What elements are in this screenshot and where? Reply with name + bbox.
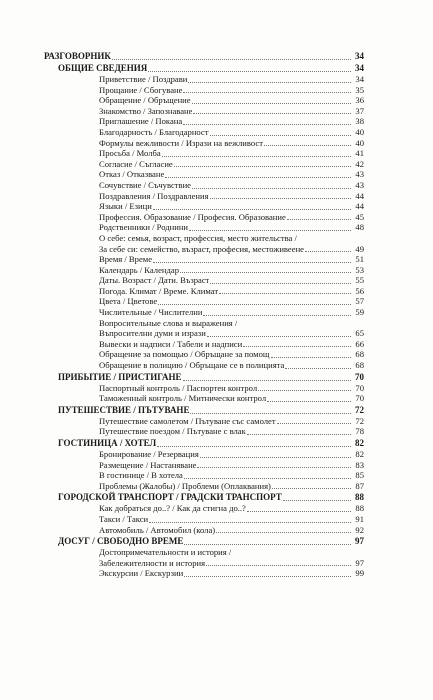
toc-page-number: 91 [355,513,364,524]
toc-entry [44,296,364,307]
dot-leader [216,531,351,533]
toc-entry-title: ГОРОДСКОЙ ТРАНСПОРТ / ГРАДСКИ ТРАНСПОРТ [58,492,282,503]
toc-entry [44,159,364,170]
toc-page-number: 56 [355,285,364,296]
toc-entry [44,191,364,202]
dot-leader [153,208,351,210]
toc-entry-title: Формулы вежливости / Изрази на вежливост [99,137,263,148]
toc-entry-title: Знакомство / Запознаване [99,105,193,116]
dot-leader [188,81,351,83]
toc-entry [44,95,364,106]
toc-entry-title: Даты. Возраст / Дати. Възраст [99,275,210,286]
dot-leader [200,456,351,458]
toc-entry-title: Экскурсии / Екскурзии [99,568,184,579]
dot-leader [210,282,351,284]
toc-page-number: 88 [355,492,364,503]
toc-page-number: 40 [355,126,364,137]
toc-page-number: 34 [355,51,364,61]
toc-entry [44,514,364,525]
dot-leader [112,58,351,60]
toc-page-number: 59 [355,307,364,318]
toc-entry-title: Обращение в полицию / Обръщане се в полицията [99,360,285,371]
toc-entry-title: Числительные / Числителни [99,307,203,318]
toc-entry-title: За себе си: семейство, възраст, професия, местоживеене [99,243,304,254]
toc-page-number: 97 [355,557,364,568]
toc-entry-title: РАЗГОВОРНИК [44,51,111,61]
dot-leader [190,412,351,414]
toc-page-number: 70 [355,393,364,404]
dot-leader [192,102,351,104]
dot-leader [247,510,351,512]
dot-leader [184,543,351,545]
dot-leader [158,303,351,305]
toc-entry [44,503,364,514]
dot-leader [210,197,351,199]
dot-leader [272,487,351,489]
toc-entry-title: Обращение / Обръщение [99,95,191,106]
dot-leader [193,112,351,114]
toc-entry-title: Приветствие / Поздрави [99,74,188,84]
toc-entry [44,265,364,276]
toc-entry [44,233,364,244]
toc-page-number: 92 [355,524,364,535]
toc-entry [44,244,364,255]
toc-entry [44,383,364,394]
dot-leader [197,466,351,468]
dot-leader [285,367,351,369]
toc-entry [44,449,364,460]
dot-leader [183,91,351,93]
toc-section [44,491,364,503]
toc-page-number: 45 [355,211,364,222]
toc-entry-title: Время / Време [99,254,153,265]
toc-entry-title: Согласие / Съгласие [99,158,173,169]
toc-entry [44,460,364,471]
toc-entry-title: Вопросительные слова и выражения / [99,317,238,328]
toc-page-number: 82 [355,449,364,459]
toc-entry-title: В гостинице / В хотела [99,470,183,481]
toc-entry-title: Таможенный контроль / Митнически контрол [99,393,267,404]
toc-entry [44,481,364,492]
toc-page-number: 44 [355,190,364,201]
dot-leader [206,564,351,566]
toc-entry-title: Профессия. Образование / Професия. Образование [99,211,286,222]
toc-entry-title: Календарь / Календар [99,264,179,275]
toc-page-number: 82 [355,438,364,448]
dot-leader [174,165,351,167]
toc-entry [44,470,364,481]
toc-entry [44,275,364,286]
toc-page-number: 78 [355,426,364,437]
toc-entry-title: ОБЩИЕ СВЕДЕНИЯ [58,63,148,73]
toc-entry [44,339,364,350]
toc-entry-title: ПРИБЫТИЕ / ПРИСТИГАНЕ [58,371,182,382]
toc-entry [44,169,364,180]
toc-page-number: 55 [355,275,364,286]
toc-entry [44,318,364,329]
toc-entry [44,525,364,536]
toc-entry-title: Погода. Климат / Време. Климат [99,285,219,296]
toc-entry [44,116,364,127]
toc-page-number: 34 [355,63,364,73]
toc-entry-title: Въпросителни думи и изрази [99,328,206,339]
toc-entry-title: Автомобиль / Автомобил (кола) [99,524,216,535]
toc-page-number: 49 [355,243,364,254]
dot-leader [305,250,351,252]
toc-entry-title: Поздравления / Поздравления [99,190,209,201]
toc-entry-title: Как добраться до..? / Как да стигна до..? [99,503,246,514]
toc-entry-title: Путешествие самолетом / Пътуване със самолет [99,415,276,426]
toc-section [44,437,364,449]
toc-entry [44,547,364,558]
toc-page-number: 66 [355,338,364,349]
toc-entry [44,127,364,138]
dot-leader [184,477,351,479]
toc-page-number: 37 [355,105,364,116]
toc-section [44,535,364,547]
toc-entry [44,254,364,265]
toc-section [44,404,364,416]
dot-leader [287,218,351,220]
toc-entry-title: Цвета / Цветове [99,296,158,307]
toc-page-number: 68 [355,349,364,360]
toc-entry-title: Языки / Езици [99,201,152,212]
toc-entry [44,212,364,223]
dot-leader [153,261,351,263]
toc-entry [44,201,364,212]
dot-leader [264,144,351,146]
toc-section [44,50,364,62]
dot-leader [183,123,351,125]
toc-entry-title: Бронирование / Резервация [99,449,199,459]
dot-leader [267,400,351,402]
dot-leader [247,433,351,435]
toc-entry [44,85,364,96]
toc-page-number: 44 [355,201,364,212]
toc-entry-title: О себе: семья, возраст, профессия, место жительства / [99,232,297,243]
toc-page-number: 36 [355,95,364,106]
toc-page-number: 99 [355,568,364,579]
toc-page-number: 35 [355,84,364,95]
dot-leader [157,445,351,447]
toc-entry [44,138,364,149]
toc-entry [44,148,364,159]
toc-page-number: 42 [355,158,364,169]
dot-leader [189,229,351,231]
toc-page-number: 85 [355,470,364,481]
dot-leader [184,575,351,577]
toc-page-number: 68 [355,360,364,371]
toc-entry-title: ГОСТИНИЦА / ХОТЕЛ [58,438,157,448]
dot-leader [207,335,351,337]
dot-leader [149,521,351,523]
toc-entry [44,286,364,297]
toc-entry-title: Сочувствие / Съчувствие [99,179,192,190]
toc-entry-title: Забележителности и история [99,557,206,568]
toc-entry [44,426,364,437]
toc-entry-title: Отказ / Отказване [99,169,165,180]
toc-entry [44,106,364,117]
toc-entry-title: Просьба / Молба [99,148,161,159]
toc-entry-title: Вывески и надписи / Табели и надписи [99,338,243,349]
toc-page-number: 65 [355,328,364,339]
toc-entry [44,393,364,404]
toc-page-number: 48 [355,222,364,233]
table-of-contents [44,50,364,579]
dot-leader [183,379,351,381]
toc-entry-title: Путешествие поездом / Пътуване с влак [99,426,246,437]
toc-page-number: 57 [355,296,364,307]
toc-entry [44,568,364,579]
toc-entry-title: Прощание / Сбогуване [99,84,183,95]
toc-entry [44,74,364,85]
toc-page-number: 43 [355,169,364,180]
toc-entry-title: Такси / Такси [99,513,149,524]
toc-page-number: 97 [355,536,364,547]
dot-leader [258,389,351,391]
toc-entry-title: Достопримечательности и история / [99,547,232,558]
toc-entry [44,349,364,360]
toc-entry-title: Родственники / Роднини [99,222,189,233]
dot-leader [283,499,351,501]
dot-leader [192,187,351,189]
toc-page-number: 53 [355,264,364,275]
dot-leader [271,356,351,358]
toc-entry [44,307,364,318]
toc-page-number: 83 [355,459,364,470]
toc-page-number: 88 [355,503,364,514]
toc-entry-title: Благодарность / Благодарност [99,126,209,137]
dot-leader [243,345,351,347]
toc-entry-title: Размещение / Настаняване [99,459,197,470]
toc-entry-title: Паспортный контроль / Паспортен контрол [99,382,258,393]
toc-section [44,371,364,383]
toc-page-number: 87 [355,480,364,491]
dot-leader [203,314,351,316]
toc-page-number: 43 [355,179,364,190]
toc-page-number: 40 [355,137,364,148]
dot-leader [162,155,351,157]
toc-page-number: 51 [355,254,364,265]
toc-entry [44,328,364,339]
toc-page-number: 70 [355,371,364,382]
toc-entry-title: Приглашение / Покана [99,116,183,127]
toc-entry [44,180,364,191]
toc-entry [44,416,364,427]
toc-page-number: 70 [355,382,364,393]
dot-leader [180,271,351,273]
dot-leader [165,176,351,178]
toc-page-number: 72 [355,415,364,426]
dot-leader [148,70,351,72]
toc-page-number: 34 [355,74,364,84]
toc-entry [44,360,364,371]
toc-entry-title: ДОСУГ / СВОБОДНО ВРЕМЕ [58,536,184,547]
toc-entry [44,222,364,233]
toc-section [44,62,364,74]
toc-page-number: 72 [355,404,364,415]
dot-leader [219,292,351,294]
toc-page-number: 38 [355,116,364,127]
dot-leader [277,422,351,424]
dot-leader [210,134,352,136]
toc-entry [44,558,364,569]
toc-entry-title: ПУТЕШЕСТВИЕ / ПЪТУВАНЕ [58,404,190,415]
toc-entry-title: Проблемы (Жалобы) / Проблеми (Оплаквания) [99,480,271,491]
toc-page-number: 41 [355,148,364,159]
toc-entry-title: Обращение за помощью / Обръщане за помощ [99,349,270,360]
